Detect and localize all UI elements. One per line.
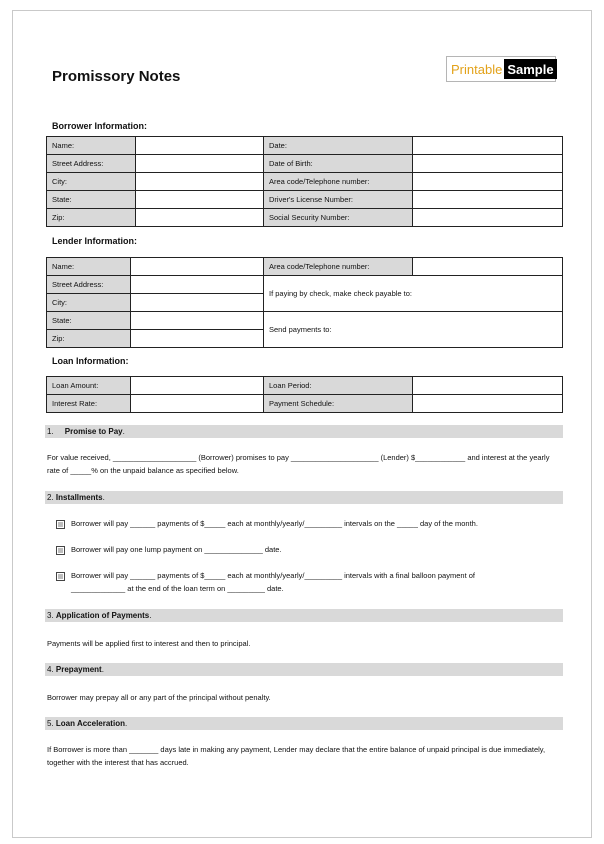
installment-option-text: Borrower will pay ______ payments of $_____ each at monthly/yearly/_________ intervals with a final balloon payment of _____________ at the end of the loan term on _________ date.: [71, 571, 475, 593]
lump-sum-checkbox[interactable]: [56, 546, 65, 555]
interest-rate-field[interactable]: [131, 395, 264, 413]
lender-heading: Lender Information:: [52, 236, 137, 246]
section-title: Promise to Pay: [64, 427, 123, 436]
borrower-city-field[interactable]: [136, 173, 264, 191]
installment-option: [56, 570, 531, 595]
section-title: Loan Acceleration: [55, 719, 125, 728]
check-payable-note: If paying by check, make check payable to:: [264, 276, 563, 312]
loan-label: Interest Rate:: [47, 395, 131, 413]
installment-checkbox[interactable]: [56, 520, 65, 529]
lender-table: [46, 257, 563, 348]
section-number: 1.: [47, 427, 54, 436]
table-row: [47, 173, 563, 191]
borrower-name-field[interactable]: [136, 137, 264, 155]
table-row: [47, 312, 563, 330]
installment-option-text: Borrower will pay one lump payment on ______________ date.: [71, 545, 282, 554]
borrower-label: Zip:: [47, 209, 136, 227]
borrower-license-field[interactable]: [413, 191, 563, 209]
loan-label: Payment Schedule:: [264, 395, 413, 413]
table-row: [47, 276, 563, 294]
lender-label: Zip:: [47, 330, 131, 348]
section-title: Installments: [55, 493, 103, 502]
table-row: [47, 155, 563, 173]
section-bar-installments: [45, 491, 563, 504]
document-page: [12, 10, 592, 838]
balloon-checkbox[interactable]: [56, 572, 65, 581]
loan-table: [46, 376, 563, 413]
section-dot: .: [124, 719, 128, 728]
section-bar-promise: [45, 425, 563, 438]
send-payments-note: Send payments to:: [264, 312, 563, 348]
lender-state-field[interactable]: [131, 312, 264, 330]
borrower-zip-field[interactable]: [136, 209, 264, 227]
section-bar-application: [45, 609, 563, 622]
loan-amount-field[interactable]: [131, 377, 264, 395]
lender-zip-field[interactable]: [131, 330, 264, 348]
borrower-state-field[interactable]: [136, 191, 264, 209]
section-title: Prepayment: [55, 665, 102, 674]
promise-text: For value received, ____________________ (Borrower) promises to pay _____________________ (Lender) $____________ and interest at the yearly rate of _____% on the unpaid balance as specified below.: [47, 453, 550, 475]
section-number: 2.: [47, 493, 54, 502]
lender-name-field[interactable]: [131, 258, 264, 276]
prepayment-text: Borrower may prepay all or any part of the principal without penalty.: [47, 693, 271, 702]
borrower-label: State:: [47, 191, 136, 209]
borrower-label: Social Security Number:: [264, 209, 413, 227]
acceleration-text: If Borrower is more than _______ days late in making any payment, Lender may declare that the entire balance of unpaid principal is due immediately, together with the interest that has accrued.: [47, 745, 546, 767]
section-number: 5.: [47, 719, 54, 728]
application-text: Payments will be applied first to interest and then to principal.: [47, 639, 251, 648]
lender-label: State:: [47, 312, 131, 330]
borrower-dob-field[interactable]: [413, 155, 563, 173]
lender-city-field[interactable]: [131, 294, 264, 312]
section-dot: .: [102, 493, 105, 502]
borrower-label: Area code/Telephone number:: [264, 173, 413, 191]
section-bar-prepayment: [45, 663, 563, 676]
loan-period-field[interactable]: [413, 377, 563, 395]
borrower-label: Date:: [264, 137, 413, 155]
section-dot: .: [101, 665, 104, 674]
lender-label: City:: [47, 294, 131, 312]
section-title: Application of Payments: [55, 611, 150, 620]
lender-label: Street Address:: [47, 276, 131, 294]
section-dot: .: [149, 611, 152, 620]
table-row: [47, 258, 563, 276]
installment-option: [56, 544, 541, 557]
borrower-label: Name:: [47, 137, 136, 155]
page-title: Promissory Notes: [52, 68, 181, 85]
section-number: 4.: [47, 665, 54, 674]
section-dot: .: [122, 427, 125, 436]
borrower-label: City:: [47, 173, 136, 191]
borrower-heading: Borrower Information:: [52, 121, 148, 131]
loan-heading: Loan Information:: [52, 356, 129, 366]
installment-option-text: Borrower will pay ______ payments of $_____ each at monthly/yearly/_________ intervals on the _____ day of the month.: [71, 519, 478, 528]
table-row: [47, 191, 563, 209]
lender-label: Name:: [47, 258, 131, 276]
borrower-street-field[interactable]: [136, 155, 264, 173]
borrower-phone-field[interactable]: [413, 173, 563, 191]
borrower-label: Driver's License Number:: [264, 191, 413, 209]
table-row: [47, 137, 563, 155]
logo-part2: Sample: [504, 59, 556, 79]
borrower-ssn-field[interactable]: [413, 209, 563, 227]
borrower-table: [46, 136, 563, 227]
installment-option: [56, 518, 541, 531]
table-row: [47, 209, 563, 227]
lender-label: Area code/Telephone number:: [264, 258, 413, 276]
lender-street-field[interactable]: [131, 276, 264, 294]
loan-label: Loan Amount:: [47, 377, 131, 395]
borrower-label: Date of Birth:: [264, 155, 413, 173]
lender-phone-field[interactable]: [413, 258, 563, 276]
section-bar-acceleration: [45, 717, 563, 730]
printable-sample-logo: [446, 56, 556, 82]
loan-label: Loan Period:: [264, 377, 413, 395]
borrower-date-field[interactable]: [413, 137, 563, 155]
table-row: [47, 377, 563, 395]
table-row: [47, 395, 563, 413]
payment-schedule-field[interactable]: [413, 395, 563, 413]
borrower-label: Street Address:: [47, 155, 136, 173]
logo-part1: Printable: [451, 61, 503, 77]
section-number: 3.: [47, 611, 54, 620]
